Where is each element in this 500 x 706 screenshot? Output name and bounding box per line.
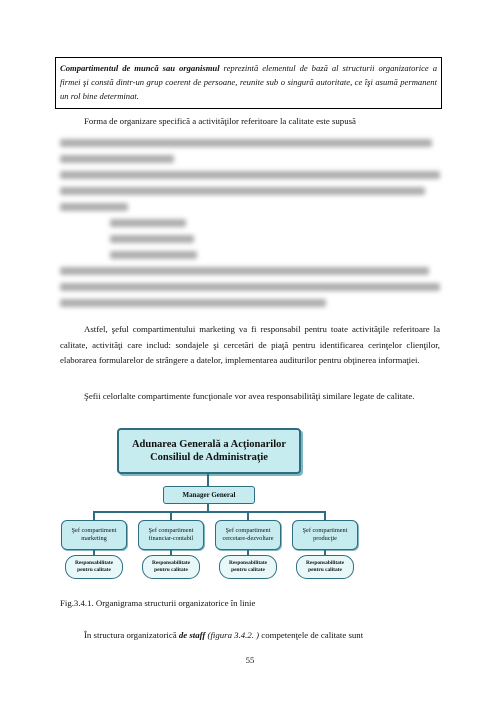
- connector-line: [93, 511, 325, 513]
- org-top-box: [117, 428, 301, 474]
- org-top-line1: Adunarea Generală a Acţionarilor: [131, 439, 287, 450]
- definition-term: Compartimentul de muncă sau organismul: [60, 63, 220, 73]
- dept-line1: Şef compartiment: [148, 527, 194, 534]
- paragraph-other-chiefs: Şefii celorlalte compartimente funcţionale vor avea responsabilităţi similare legate de calitate.: [84, 391, 415, 401]
- dept-line2: marketing: [81, 535, 107, 542]
- resp-line2: pentru calitate: [77, 567, 111, 573]
- dept-line1: Şef compartiment: [225, 527, 271, 534]
- definition-box: [55, 57, 442, 109]
- staff-start: În structura organizatorică: [84, 630, 179, 640]
- blurred-text-block: [60, 131, 440, 315]
- resp-line2: pentru calitate: [308, 567, 342, 573]
- staff-figref: (figura 3.4.2. ): [205, 630, 260, 640]
- dept-line2: cercetare-dezvoltare: [222, 535, 274, 542]
- resp-oval: [142, 555, 200, 579]
- dept-line1: Şef compartiment: [71, 527, 117, 534]
- resp-line2: pentru calitate: [154, 567, 188, 573]
- resp-oval: [65, 555, 123, 579]
- dept-line2: producţie: [313, 535, 337, 542]
- page-number: 55: [245, 655, 255, 665]
- dept-box-production: [292, 520, 358, 550]
- dept-box-marketing: [61, 520, 127, 550]
- definition-text: reprezintă elementul de bază al structurii organizatorice a firmei şi constă dintr-un grup coerent de persoane, reunite sub o singură autoritate, ce îşi asumă permanent un rol bine determinat.: [60, 63, 437, 101]
- resp-line1: Responsabilitate: [228, 560, 268, 567]
- figure-caption: Fig.3.4.1. Organigrama structurii organizatorice în linie: [60, 598, 256, 608]
- dept-line2: financiar-contabil: [148, 535, 194, 542]
- org-top-line2: Consiliul de Administraţie: [150, 452, 268, 463]
- paragraph-intro: Forma de organizare specifică a activităţilor referitoare la calitate este supusă: [84, 116, 356, 126]
- org-chart: [55, 420, 355, 580]
- resp-line1: Responsabilitate: [151, 560, 191, 567]
- staff-bold: de staff: [178, 630, 206, 640]
- dept-box-research: [215, 520, 281, 550]
- resp-line1: Responsabilitate: [305, 560, 345, 567]
- paragraph-marketing: Astfel, şeful compartimentului marketing va fi responsabil pentru toate activităţile referitoare la calitate, activităţi care includ: sondajele şi cercetări de piaţă pentru identificarea cerinţelor clienţilor, elaborarea formularelor de strângere a datelor, implementarea auditurilor pentru obţinerea informaţiei.: [60, 324, 440, 365]
- paragraph-staff-structure: [60, 628, 440, 644]
- connector-line: [207, 472, 209, 486]
- resp-oval: [296, 555, 354, 579]
- resp-oval: [219, 555, 277, 579]
- dept-box-finance: [138, 520, 204, 550]
- resp-line2: pentru calitate: [231, 567, 265, 573]
- dept-line1: Şef compartiment: [302, 527, 348, 534]
- org-manager-box: Manager General: [163, 486, 255, 504]
- staff-end: competenţele de calitate sunt: [259, 630, 364, 640]
- resp-line1: Responsabilitate: [74, 560, 114, 567]
